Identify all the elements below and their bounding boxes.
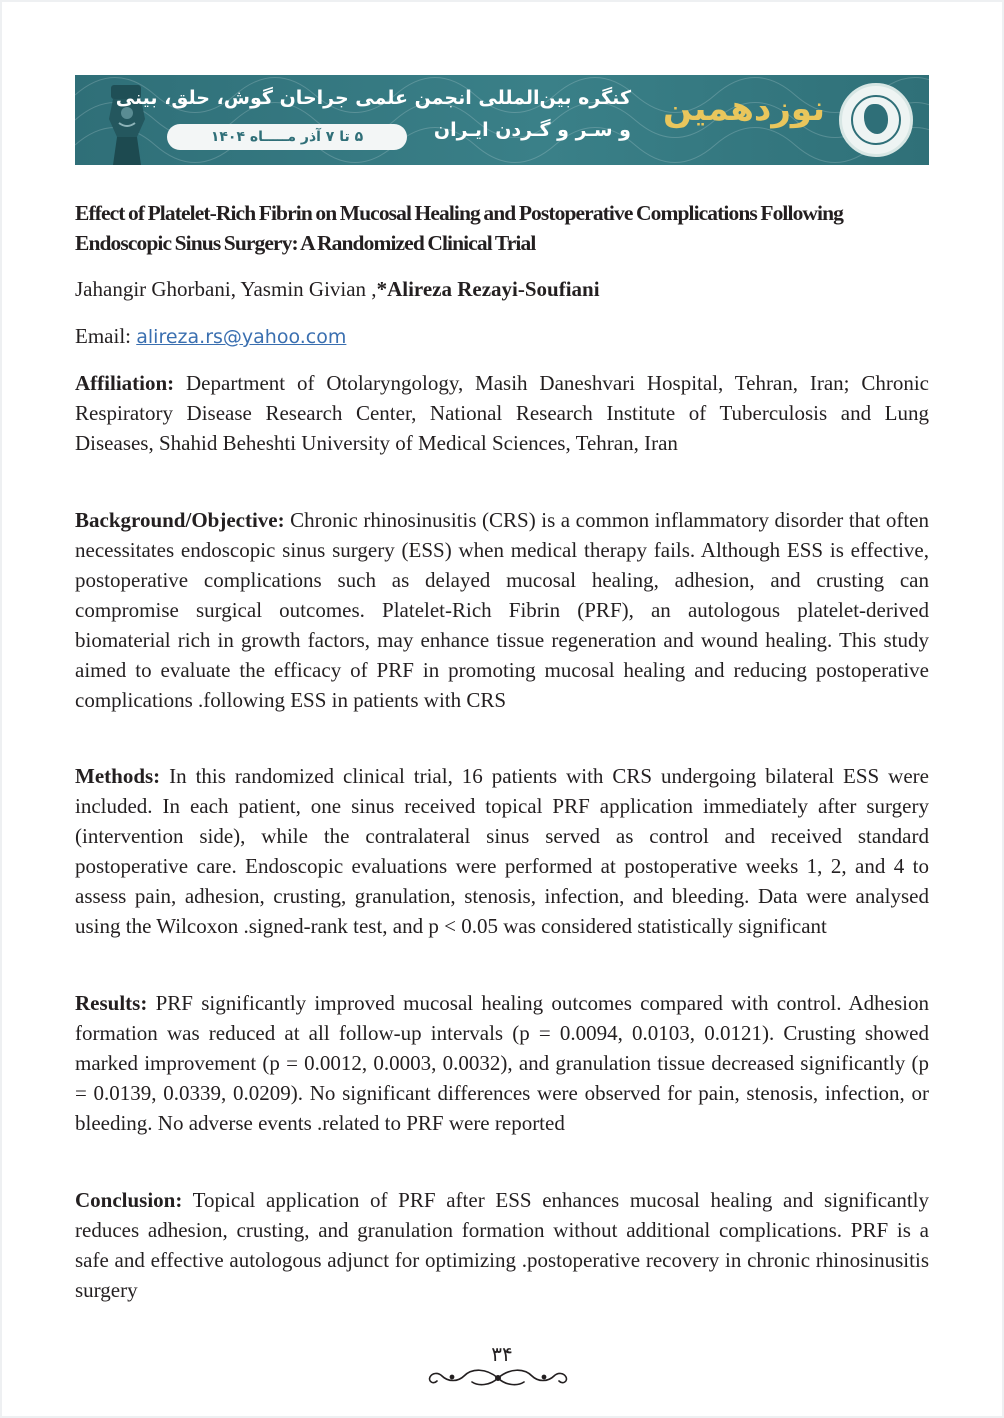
author-list bbox=[75, 274, 929, 304]
results-paragraph bbox=[75, 988, 929, 1138]
affiliation-text: Department of Otolaryngology, Masih Daneshvari Hospital, Tehran, Iran; Chronic Respiratory Disease Research Center, National Research Institute of Tuberculosis and Lung Diseases, Shahid Beheshti University of Medical Sciences, Tehran, Iran bbox=[75, 371, 929, 455]
conclusion-label: Conclusion: bbox=[75, 1188, 183, 1212]
email-label: Email: bbox=[75, 324, 137, 348]
affiliation-label: Affiliation: bbox=[75, 371, 175, 395]
conclusion-paragraph bbox=[75, 1185, 929, 1305]
email-link[interactable]: alireza.rs@yahoo.com bbox=[136, 326, 347, 348]
background-paragraph bbox=[75, 505, 929, 715]
results-label: Results: bbox=[75, 991, 148, 1015]
authors-plain: Jahangir Ghorbani, Yasmin Givian , bbox=[75, 277, 377, 301]
methods-text: In this randomized clinical trial, 16 patients with CRS undergoing bilateral ESS were included. In each patient, one sinus received topical PRF application immediately after surgery (intervention side), while the contralateral sinus served as control and received standard postoperative care. Endoscopic evaluations were performed at postoperative weeks 1, 2, and 4 to assess pain, adhesion, crusting, granulation, stenosis, infection, and bleeding. Data were analysed using the Wilcoxon .signed-rank test, and p < 0.05 was considered statistically significant bbox=[75, 764, 929, 938]
footer-ornament-icon bbox=[424, 1364, 572, 1390]
corresponding-author: *Alireza Rezayi-Soufiani bbox=[376, 277, 600, 301]
affiliation-paragraph bbox=[75, 368, 929, 458]
congress-title-line2: و سـر و گـردن ایـران bbox=[433, 119, 631, 141]
article-title: Effect of Platelet-Rich Fibrin on Mucosal Healing and Postoperative Complications Following Endoscopic Sinus Surgery: A Randomized Clinical Trial bbox=[75, 201, 844, 255]
background-text: Chronic rhinosinusitis (CRS) is a common inflammatory disorder that often necessitates endoscopic sinus surgery (ESS) when medical therapy fails. Although ESS is effective, postoperative complications such as delayed mucosal healing, adhesion, and crusting can compromise surgical outcomes. Platelet-Rich Fibrin (PRF), an autologous platelet-derived biomaterial rich in growth factors, may enhance tissue regeneration and wound healing. This study aimed to evaluate the efficacy of PRF in promoting mucosal healing and reducing postoperative complications .following ESS in patients with CRS bbox=[75, 508, 929, 712]
methods-label: Methods: bbox=[75, 764, 161, 788]
background-label: Background/Objective: bbox=[75, 508, 285, 532]
page-number: ۳۴ bbox=[491, 1342, 513, 1366]
congress-emblem-icon bbox=[839, 83, 913, 157]
congress-ordinal: نوزدهمین bbox=[663, 89, 825, 129]
congress-title-line1: کنگره بین‌المللی انجمن علمی جراحان گوش، حلق، بینی bbox=[115, 87, 631, 109]
congress-date: ۵ تا ۷ آذر مـــــاه ۱۴۰۴ bbox=[167, 124, 407, 150]
email-line bbox=[75, 321, 929, 352]
results-text: PRF significantly improved mucosal healing outcomes compared with control. Adhesion formation was reduced at all follow-up intervals (p = 0.0094, 0.0103, 0.0121). Crusting showed marked improvement (p = 0.0012, 0.0003, 0.0032), and granulation tissue decreased significantly (p = 0.0139, 0.0339, 0.0209). No significant differences were observed for pain, stenosis, infection, or bleeding. No adverse events .related to PRF were reported bbox=[75, 991, 930, 1135]
congress-banner bbox=[75, 75, 929, 165]
methods-paragraph bbox=[75, 761, 929, 941]
conclusion-text: Topical application of PRF after ESS enhances mucosal healing and significantly reduces adhesion, crusting, and granulation formation without additional complications. PRF is a safe and effective autologous adjunct for optimizing .postoperative recovery in chronic rhinosinusitis surgery bbox=[75, 1188, 930, 1302]
